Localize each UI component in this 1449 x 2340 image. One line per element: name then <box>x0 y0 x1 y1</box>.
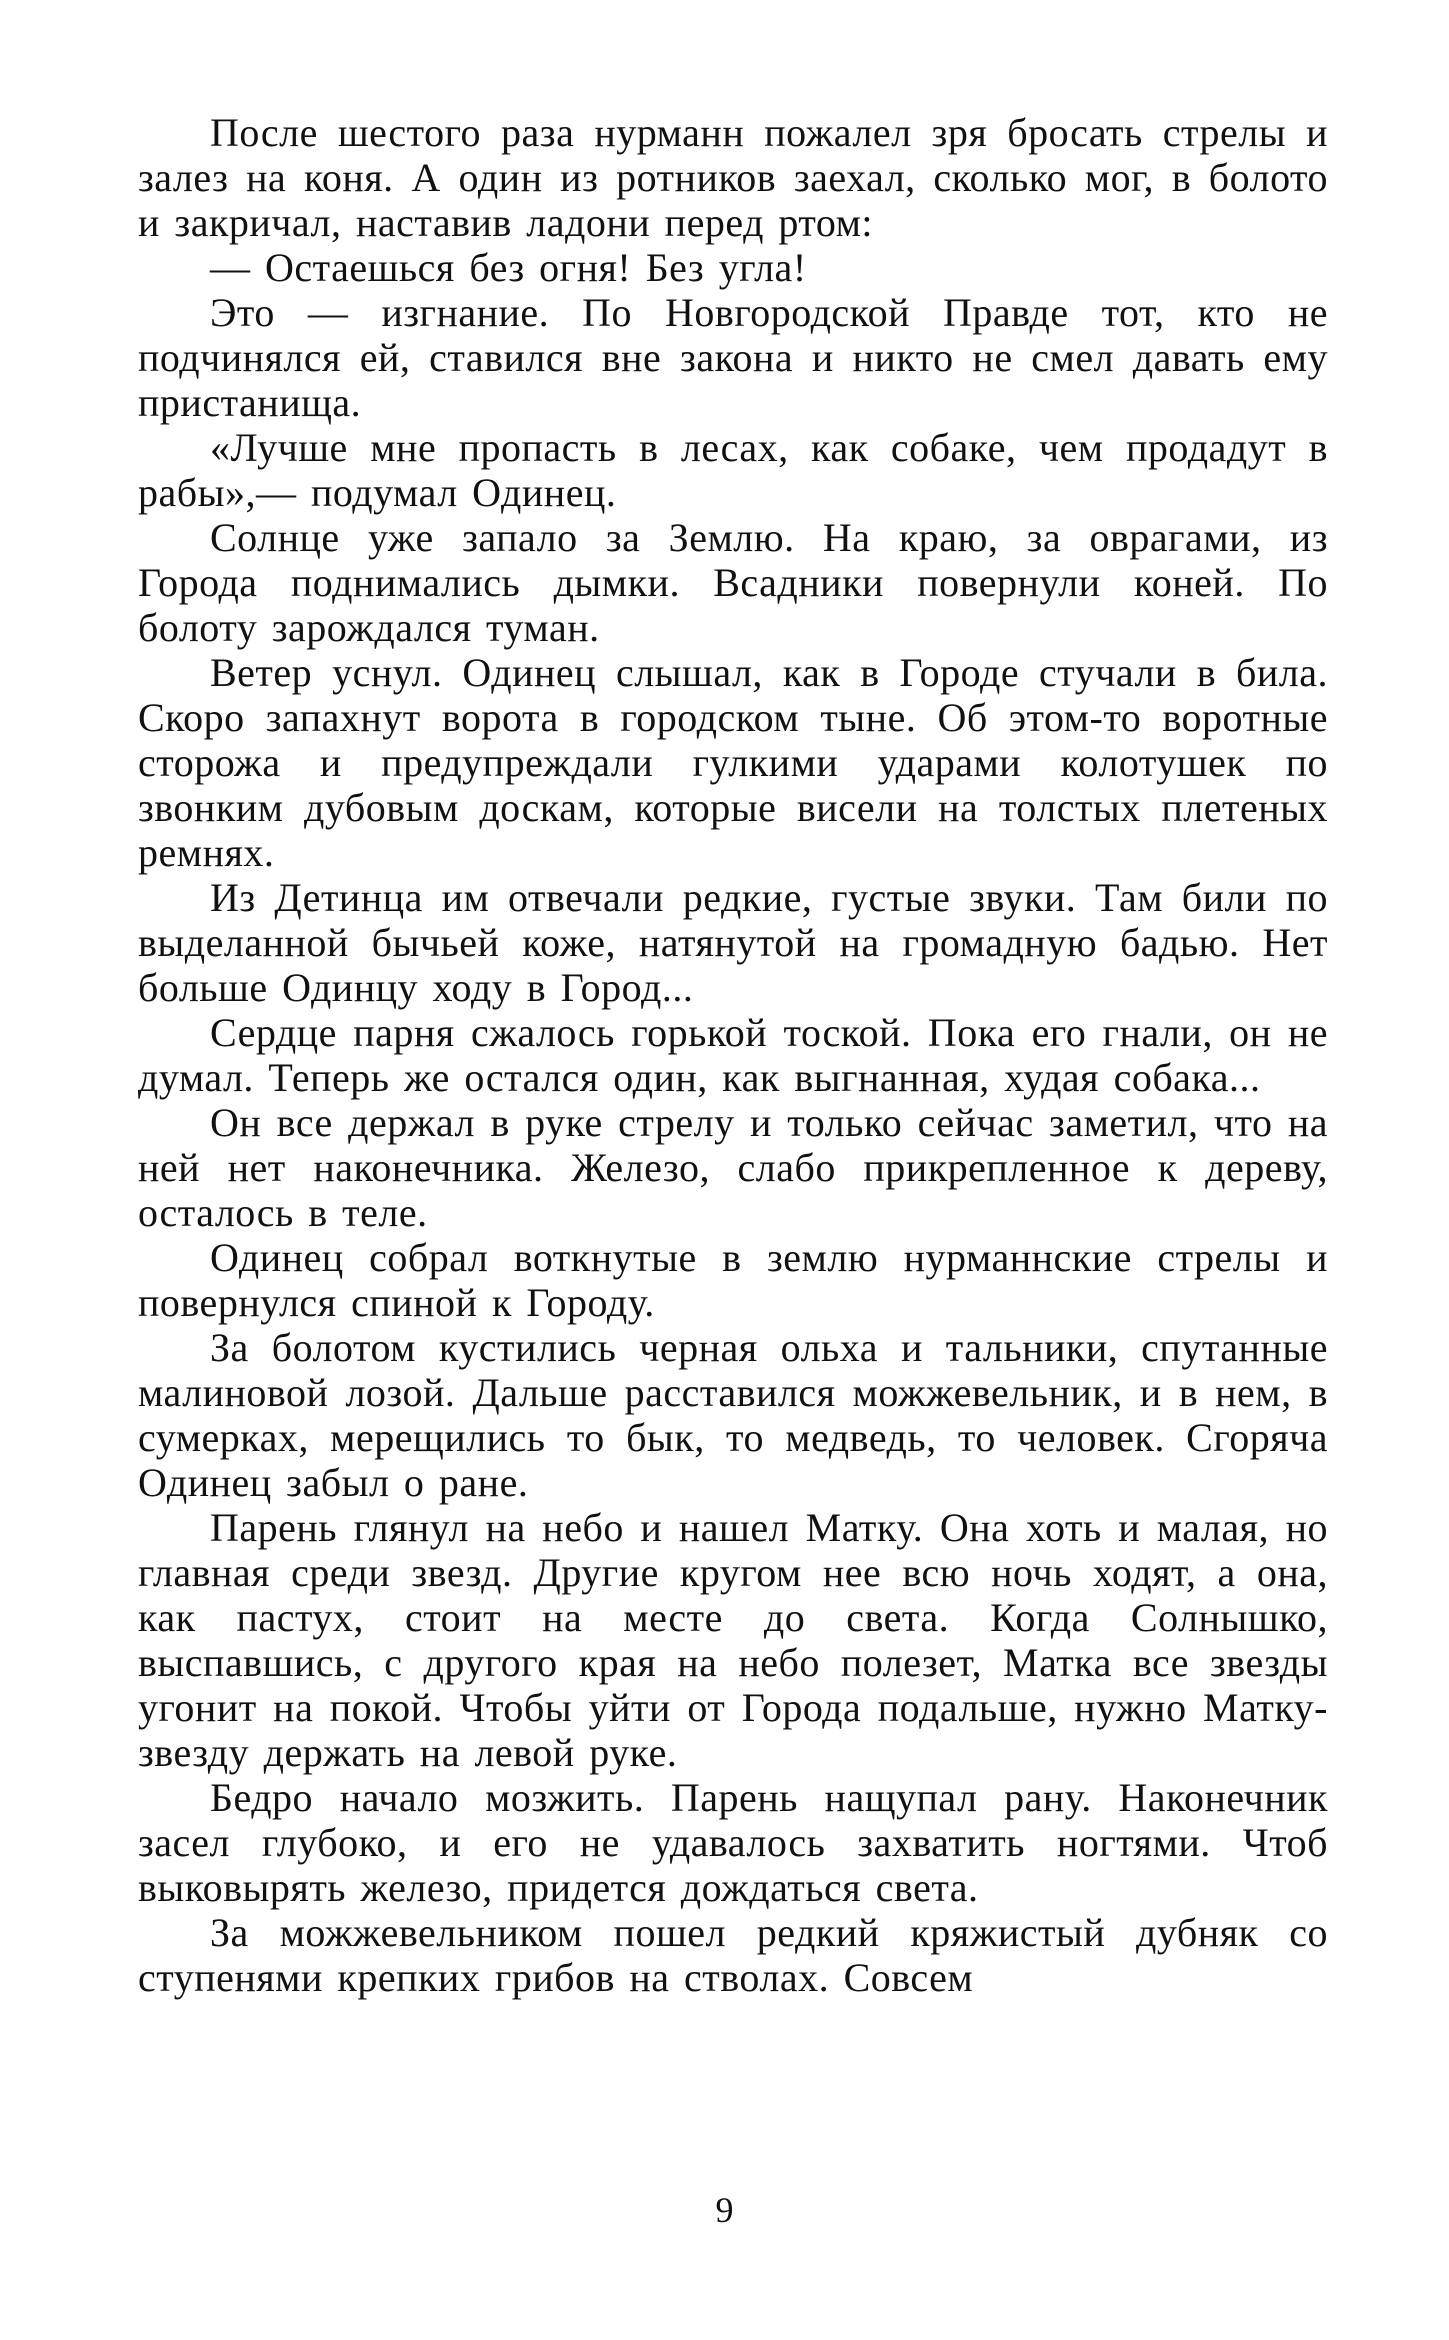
paragraph: За можжевельником пошел редкий кряжистый дубняк со ступенями крепких грибов на стволах. Совсем <box>138 1910 1328 2000</box>
paragraph: Это — изгнание. По Новгородской Правде тот, кто не подчинялся ей, ставился вне закона и никто не смел давать ему пристанища. <box>138 290 1328 425</box>
body-text <box>138 110 1328 2000</box>
paragraph: Из Детинца им отвечали редкие, густые звуки. Там били по выделанной бычьей коже, натянутой на громадную бадью. Нет больше Одинцу ходу в Город... <box>138 875 1328 1010</box>
paragraph: Парень глянул на небо и нашел Матку. Она хоть и малая, но главная среди звезд. Другие кругом нее всю ночь ходят, а она, как пастух, стоит на месте до света. Когда Солнышко, выспавшись, с другого края на небо полезет, Матка все звезды угонит на покой. Чтобы уйти от Города подальше, нужно Матку-звезду держать на левой руке. <box>138 1505 1328 1775</box>
paragraph: Он все держал в руке стрелу и только сейчас заметил, что на ней нет наконечника. Железо, слабо прикрепленное к дереву, осталось в теле. <box>138 1100 1328 1235</box>
paragraph: Ветер уснул. Одинец слышал, как в Городе стучали в била. Скоро запахнут ворота в городском тыне. Об этом-то воротные сторожа и предупреждали гулкими ударами колотушек по звонким дубовым доскам, которые висели на толстых плетеных ремнях. <box>138 650 1328 875</box>
paragraph: Сердце парня сжалось горькой тоской. Пока его гнали, он не думал. Теперь же остался один, как выгнанная, худая собака... <box>138 1010 1328 1100</box>
paragraph: Солнце уже запало за Землю. На краю, за оврагами, из Города поднимались дымки. Всадники повернули коней. По болоту зарождался туман. <box>138 515 1328 650</box>
paragraph: «Лучше мне пропасть в лесах, как собаке, чем продадут в рабы»,— подумал Одинец. <box>138 425 1328 515</box>
paragraph: За болотом кустились черная ольха и тальники, спутанные малиновой лозой. Дальше расставился можжевельник, и в нем, в сумерках, мерещились то бык, то медведь, то человек. Сгоряча Одинец забыл о ране. <box>138 1325 1328 1505</box>
paragraph: — Остаешься без огня! Без угла! <box>210 245 807 290</box>
page-number: 9 <box>715 2190 734 2230</box>
paragraph: Одинец собрал воткнутые в землю нурманнские стрелы и повернулся спиной к Городу. <box>138 1235 1328 1325</box>
paragraph: После шестого раза нурманн пожалел зря бросать стрелы и залез на коня. А один из ротников заехал, сколько мог, в болото и закричал, наставив ладони перед ртом: <box>138 110 1328 245</box>
paragraph: Бедро начало мозжить. Парень нащупал рану. Наконечник засел глубоко, и его не удавалось захватить ногтями. Чтоб выковырять железо, придется дождаться света. <box>138 1775 1328 1910</box>
